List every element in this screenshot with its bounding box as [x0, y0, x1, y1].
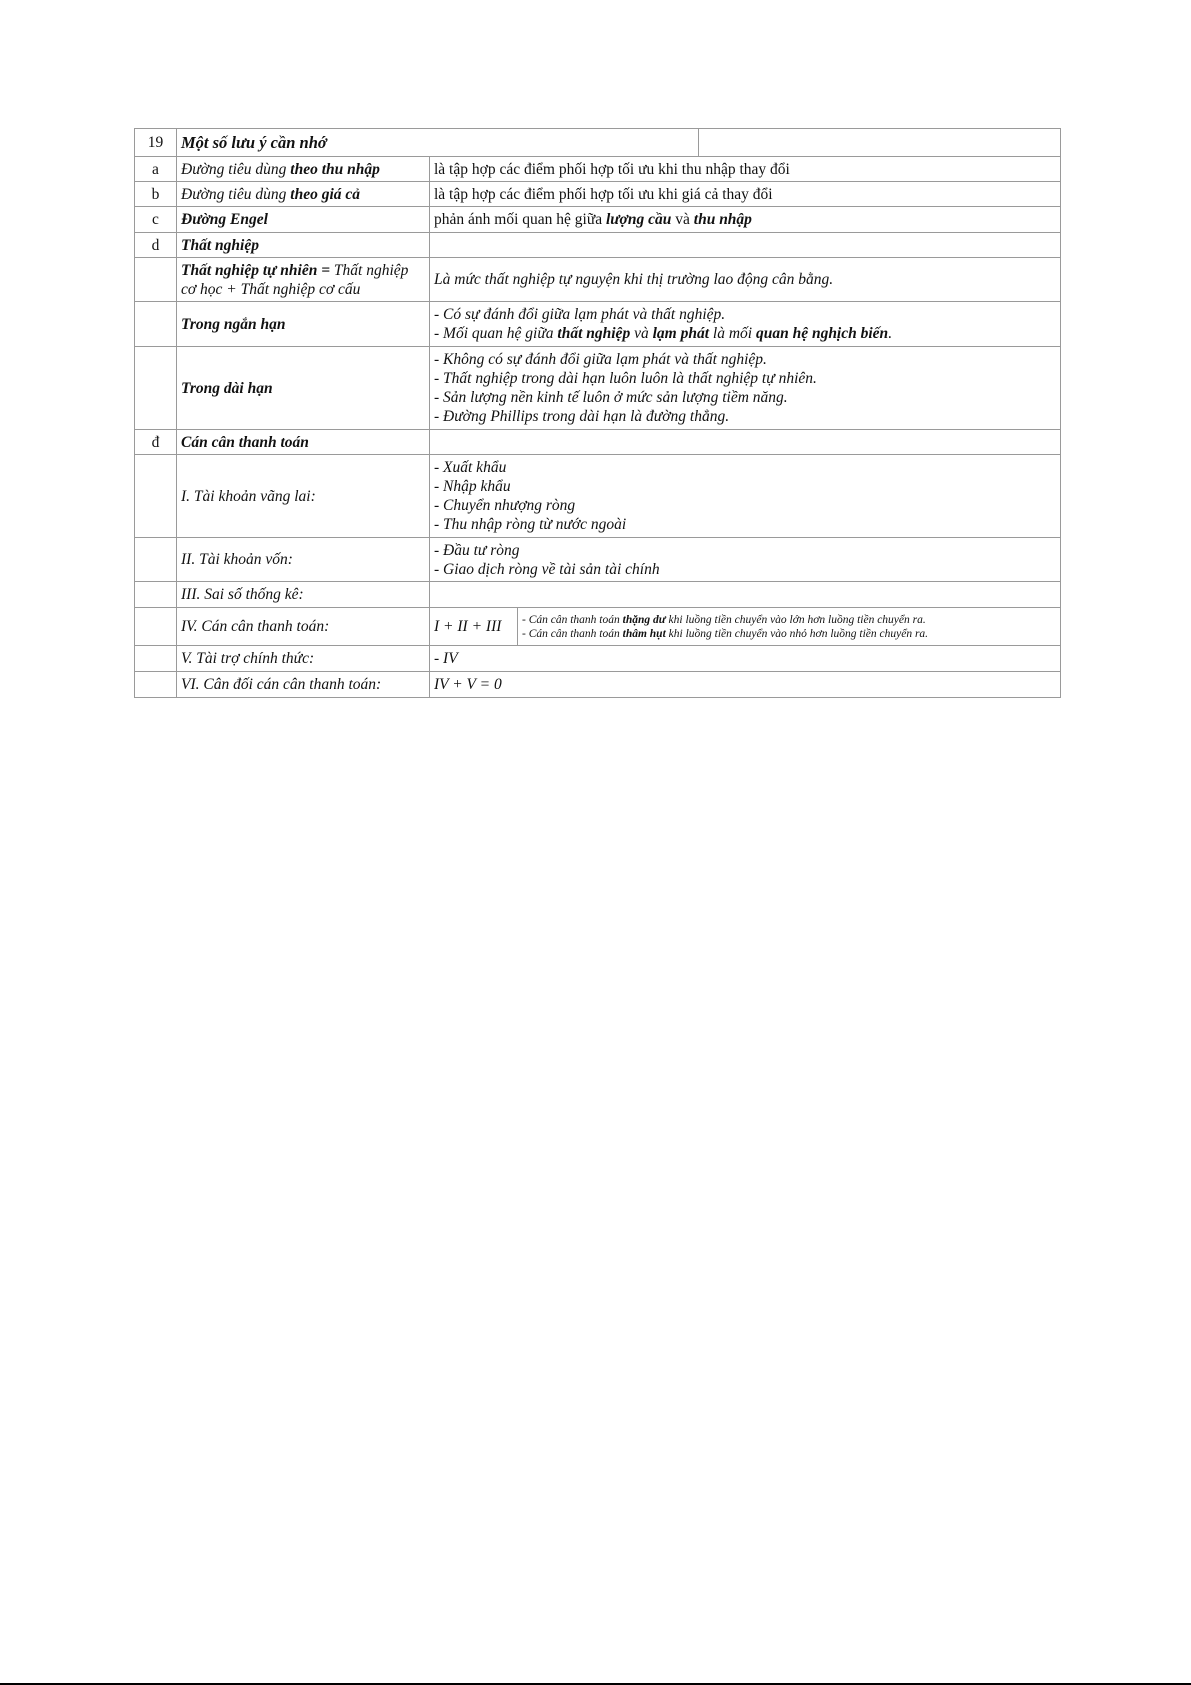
row-content — [430, 455, 1061, 538]
label-emphasis: theo giá cả — [290, 185, 361, 203]
empty-cell — [135, 582, 177, 608]
content-line: - Thu nhập ròng từ nước ngoài — [434, 516, 627, 533]
row-statistical-error — [135, 582, 1061, 608]
content-text: và — [671, 211, 694, 228]
row-number: a — [135, 157, 177, 182]
row-content: là tập hợp các điểm phối hợp tối ưu khi thu nhập thay đổi — [430, 157, 1061, 182]
content-line: - Chuyển nhượng ròng — [434, 497, 576, 514]
row-label: VI. Cân đối cán cân thanh toán: — [177, 672, 430, 698]
content-line: - Đầu tư ròng — [434, 541, 520, 559]
row-label: Đường Engel — [177, 207, 430, 233]
row-a — [135, 157, 1061, 182]
content-line: - Giao dịch ròng về tài sản tài chính — [434, 560, 660, 578]
row-label: III. Sai số thống kê: — [177, 582, 430, 608]
content-line: - Sản lượng nền kinh tế luôn ở mức sản lượng tiềm năng. — [434, 389, 788, 406]
row-content — [430, 302, 1061, 347]
label-text: Đường tiêu dùng — [181, 185, 291, 203]
note-text: - Cán cân thanh toán — [522, 627, 623, 640]
note-text: khi luồng tiền chuyển vào lớn hơn luồng tiền chuyển ra. — [665, 613, 926, 626]
content-line: - Xuất khẩu — [434, 459, 507, 476]
row-c — [135, 207, 1061, 233]
row-number: d — [135, 233, 177, 258]
content-text: là mối — [709, 325, 756, 342]
label-emphasis: Thất nghiệp tự nhiên = — [181, 261, 331, 279]
empty-cell — [430, 430, 1061, 455]
label-text: Đường tiêu dùng — [181, 160, 291, 178]
notes-table — [134, 128, 1061, 698]
content-emphasis: lượng cầu — [605, 211, 672, 228]
row-content — [430, 347, 1061, 430]
row-content: là tập hợp các điểm phối hợp tối ưu khi giá cả thay đổi — [430, 182, 1061, 207]
empty-cell — [135, 455, 177, 538]
row-official-financing — [135, 646, 1061, 672]
content-emphasis: lạm phát — [652, 325, 710, 342]
label-emphasis: theo thu nhập — [290, 160, 380, 178]
row-content: IV + V = 0 — [430, 672, 1061, 698]
row-label — [177, 157, 430, 182]
empty-cell — [135, 258, 177, 302]
empty-cell — [135, 672, 177, 698]
row-settlement — [135, 672, 1061, 698]
row-number: 19 — [135, 129, 177, 157]
balance-formula: I + II + III — [430, 608, 518, 646]
row-label: Trong dài hạn — [177, 347, 430, 430]
row-label: IV. Cán cân thanh toán: — [177, 608, 430, 646]
row-capital-account — [135, 538, 1061, 582]
row-number: đ — [135, 430, 177, 455]
note-emphasis: thâm hụt — [622, 627, 666, 640]
content-line: - Không có sự đánh đổi giữa lạm phát và thất nghiệp. — [434, 351, 767, 368]
empty-cell — [135, 608, 177, 646]
empty-cell — [135, 538, 177, 582]
row-natural-unemployment — [135, 258, 1061, 302]
row-current-account — [135, 455, 1061, 538]
balance-notes — [518, 608, 1061, 646]
note-text: khi luồng tiền chuyển vào nhỏ hơn luồng tiền chuyển ra. — [665, 627, 929, 640]
row-short-run — [135, 302, 1061, 347]
row-label — [177, 258, 430, 302]
content-text: - Mối quan hệ giữa — [434, 325, 558, 342]
content-line: - Đường Phillips trong dài hạn là đường thẳng. — [434, 408, 730, 425]
row-dd — [135, 430, 1061, 455]
row-label: V. Tài trợ chính thức: — [177, 646, 430, 672]
empty-cell — [430, 233, 1061, 258]
content-emphasis: thu nhập — [693, 211, 752, 228]
content-line: - Có sự đánh đổi giữa lạm phát và thất nghiệp. — [434, 306, 726, 323]
row-label: Thất nghiệp — [177, 233, 430, 258]
empty-cell — [135, 646, 177, 672]
content-text: và — [630, 325, 653, 342]
empty-cell — [135, 302, 177, 347]
header-row — [135, 129, 1061, 157]
row-label: II. Tài khoản vốn: — [177, 538, 430, 582]
empty-cell — [135, 347, 177, 430]
label-text: Thất nghiệp — [330, 261, 409, 279]
row-content: Là mức thất nghiệp tự nguyện khi thị trường lao động cân bằng. — [430, 258, 1061, 302]
note-emphasis: thặng dư — [622, 613, 666, 626]
row-label: Cán cân thanh toán — [177, 430, 430, 455]
row-label: Trong ngắn hạn — [177, 302, 430, 347]
row-label: I. Tài khoản vãng lai: — [177, 455, 430, 538]
row-d — [135, 233, 1061, 258]
row-content: - IV — [430, 646, 1061, 672]
empty-cell — [430, 582, 1061, 608]
row-number: c — [135, 207, 177, 233]
content-emphasis: thất nghiệp — [557, 325, 631, 342]
note-text: - Cán cân thanh toán — [522, 613, 623, 626]
row-number: b — [135, 182, 177, 207]
row-balance — [135, 608, 1061, 646]
row-label — [177, 182, 430, 207]
content-text: phản ánh mối quan hệ giữa — [434, 211, 606, 228]
row-content — [430, 207, 1061, 233]
content-line: - Nhập khẩu — [434, 478, 511, 495]
content-text: . — [888, 325, 893, 342]
section-title: Một số lưu ý cần nhớ — [177, 129, 699, 157]
empty-cell — [699, 129, 1061, 157]
row-b — [135, 182, 1061, 207]
content-emphasis: quan hệ nghịch biến — [755, 325, 889, 342]
label-text: cơ học + Thất nghiệp cơ cấu — [181, 280, 361, 298]
row-content — [430, 538, 1061, 582]
content-line: - Thất nghiệp trong dài hạn luôn luôn là thất nghiệp tự nhiên. — [434, 370, 817, 387]
row-long-run — [135, 347, 1061, 430]
